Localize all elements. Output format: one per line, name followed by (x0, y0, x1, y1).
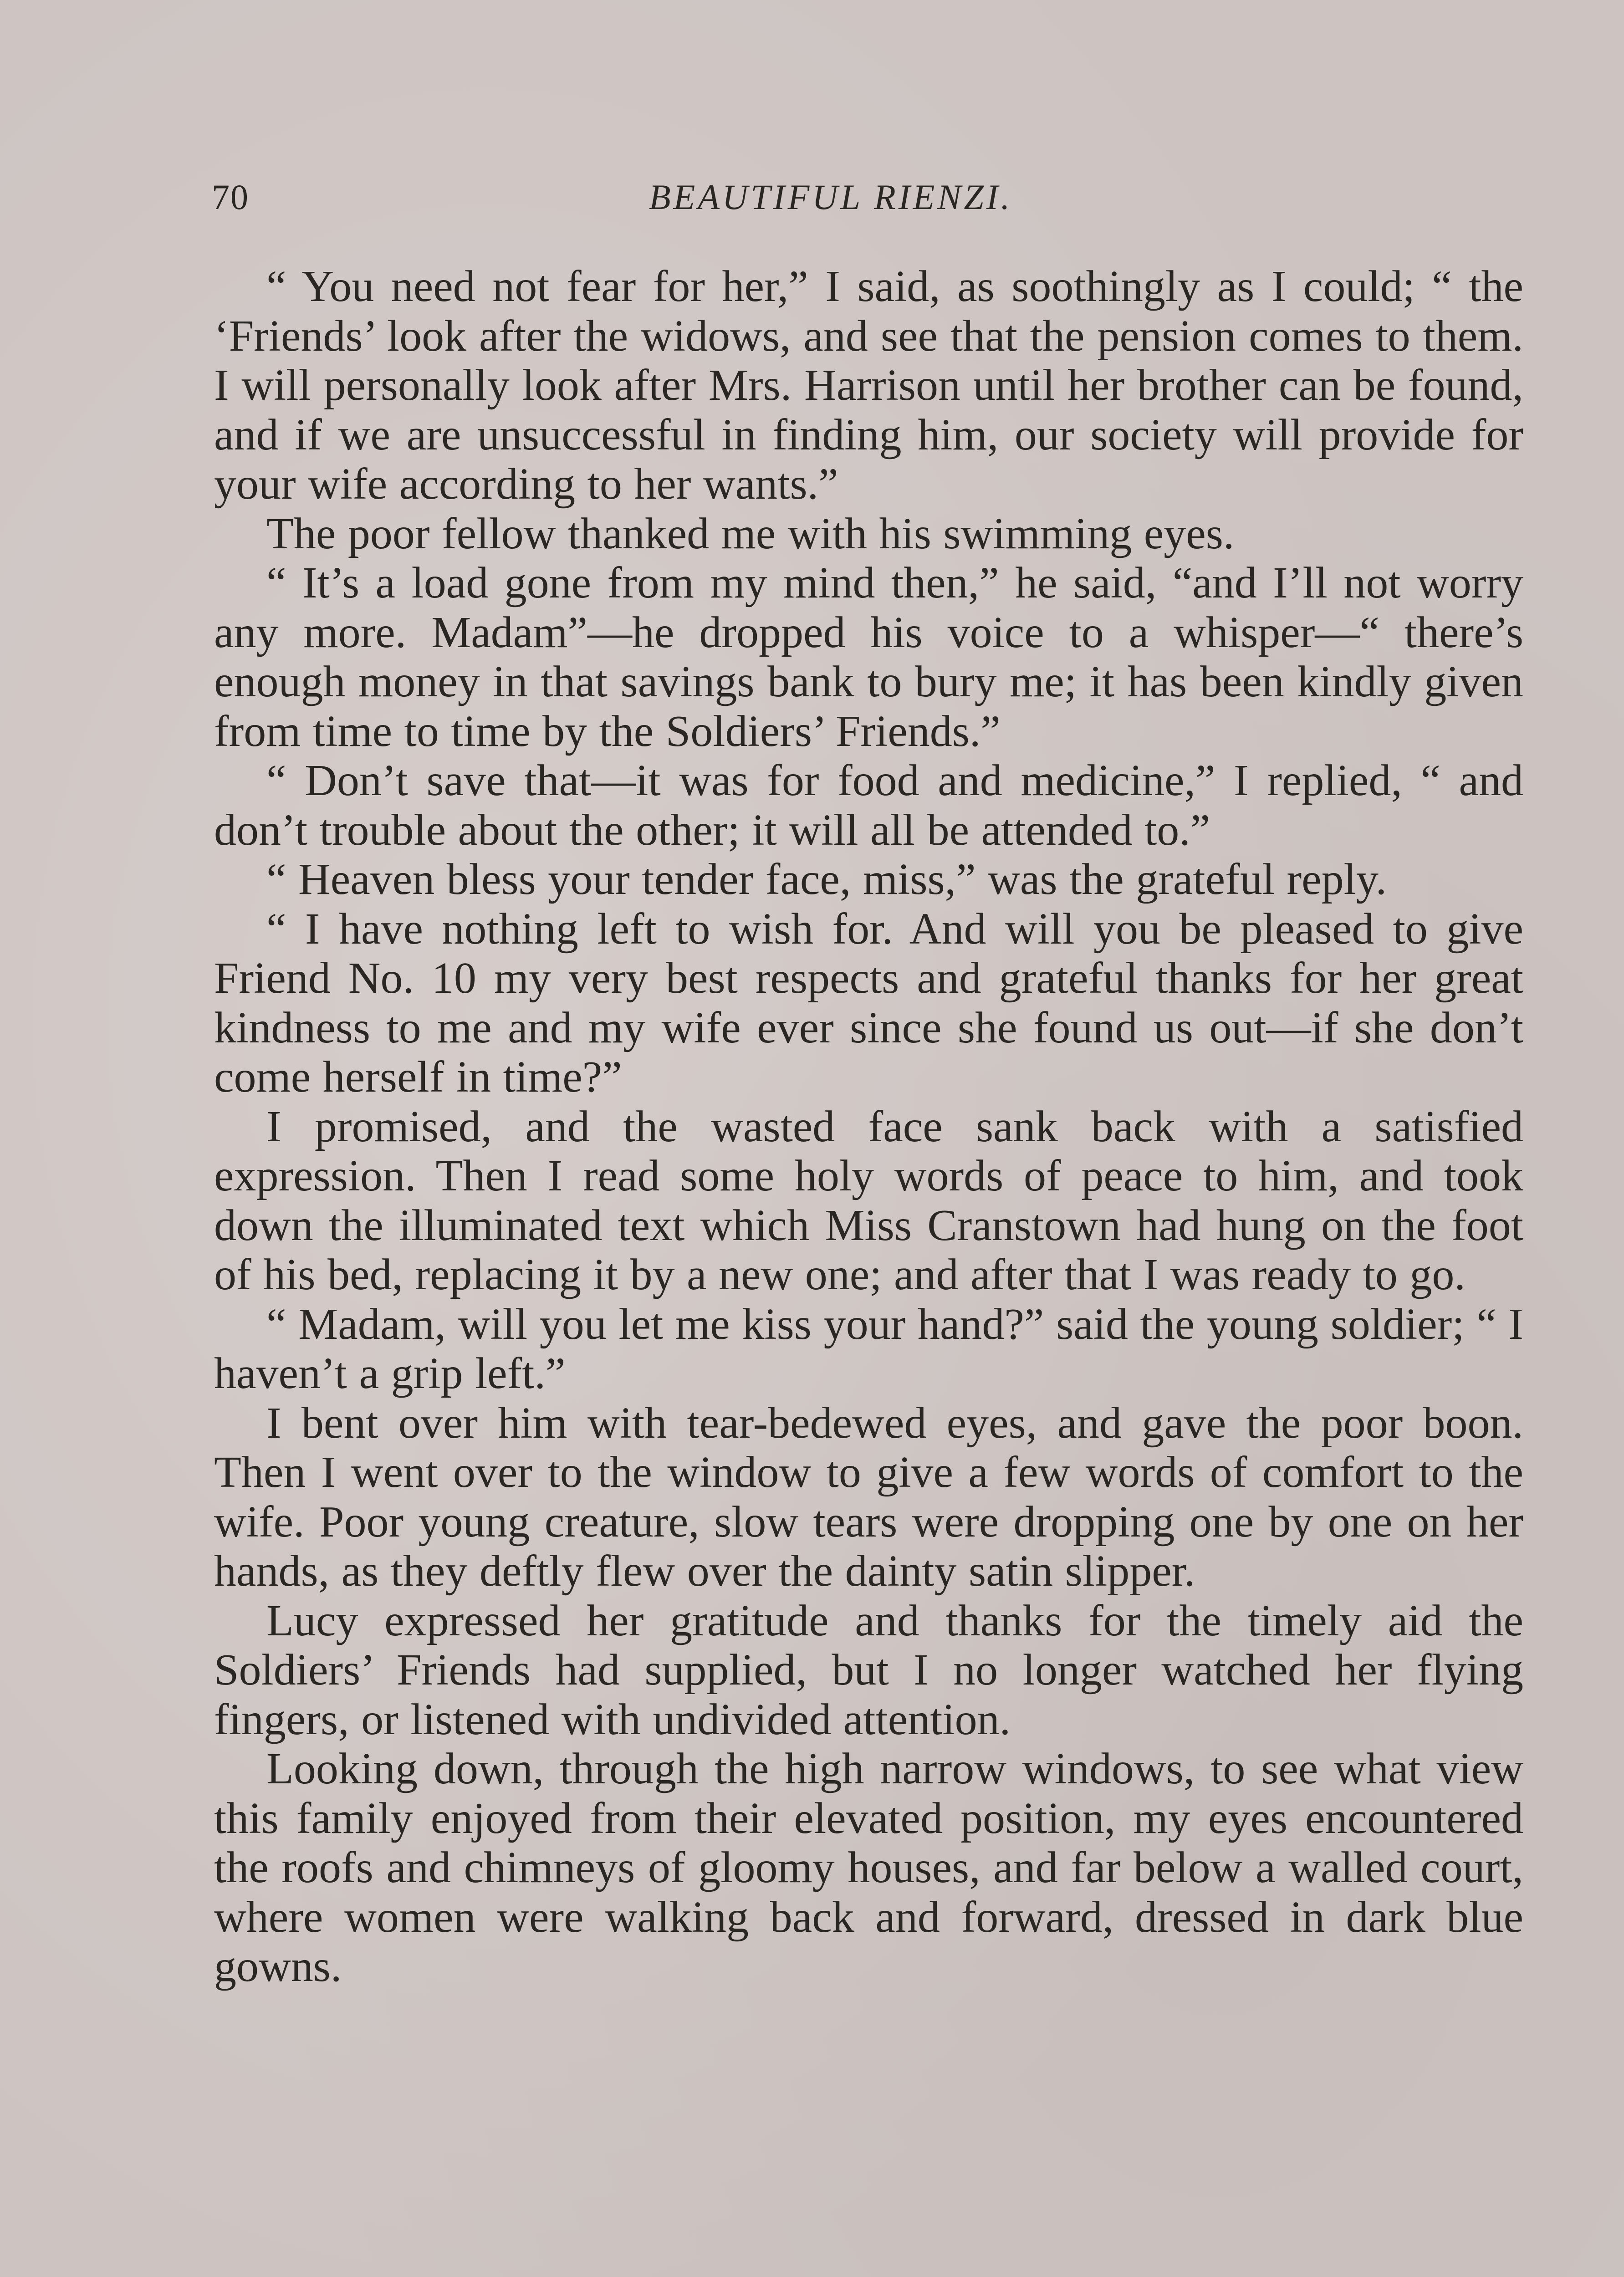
page-number: 70 (212, 177, 249, 217)
body-text (214, 262, 1523, 1991)
page-header (212, 177, 1523, 240)
paragraph: Looking down, through the high narrow windows, to see what view this family enjoyed from their elevated position, my eyes encountered the roofs and chimneys of gloomy houses, and far below a walled court, where women were walking back and forward, dressed in dark blue gowns. (214, 1744, 1523, 1991)
paragraph: The poor fellow thanked me with his swimming eyes. (266, 509, 1235, 558)
paragraph: “ Heaven bless your tender face, miss,” was the grateful reply. (266, 855, 1387, 904)
paragraph: “ I have nothing left to wish for. And will you be pleased to give Friend No. 10 my very best respects and grateful thanks for her great kindness to me and my wife ever since she found us out—if she don’t come herself in time?” (214, 904, 1523, 1102)
paragraph: “ Madam, will you let me kiss your hand?” said the young soldier; “ I haven’t a grip left.” (214, 1299, 1523, 1398)
paragraph: Lucy expressed her gratitude and thanks for the timely aid the Soldiers’ Friends had supplied, but I no longer watched her flying fingers, or listened with undivided attention. (214, 1596, 1523, 1744)
paragraph: “ Don’t save that—it was for food and medicine,” I replied, “ and don’t trouble about the other; it will all be attended to.” (214, 756, 1523, 855)
paragraph: “ You need not fear for her,” I said, as soothingly as I could; “ the ‘Friends’ look after the widows, and see that the pension comes to them. I will personally look after Mrs. Harrison until her brother can be found, and if we are unsuccessful in finding him, our society will provide for your wife according to her wants.” (214, 262, 1523, 509)
paragraph: “ It’s a load gone from my mind then,” he said, “and I’ll not worry any more. Madam”—he dropped his voice to a whisper—“ there’s enough money in that savings bank to bury me; it has been kindly given from time to time by the Soldiers’ Friends.” (214, 558, 1523, 756)
paragraph: I promised, and the wasted face sank back with a satisfied expression. Then I read some holy words of peace to him, and took down the illuminated text which Miss Cranstown had hung on the foot of his bed, replacing it by a new one; and after that I was ready to go. (214, 1102, 1523, 1299)
running-head: BEAUTIFUL RIENZI. (649, 177, 1013, 217)
paragraph: I bent over him with tear-bedewed eyes, and gave the poor boon. Then I went over to the window to give a few words of comfort to the wife. Poor young creature, slow tears were dropping one by one on her hands, as they deftly flew over the dainty satin slipper. (214, 1398, 1523, 1596)
